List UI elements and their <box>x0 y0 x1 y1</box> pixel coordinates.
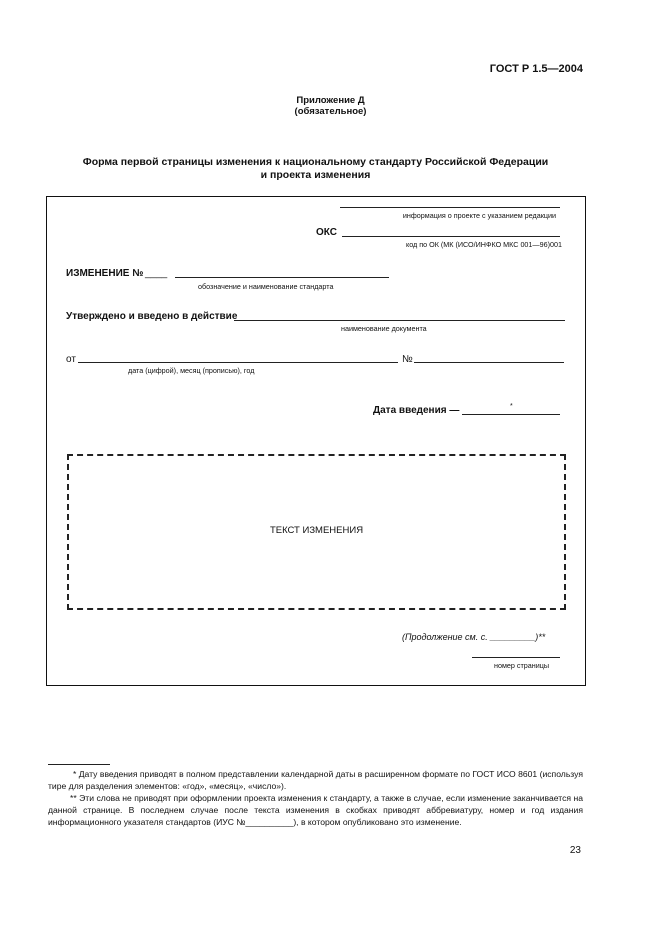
number-line[interactable] <box>414 362 564 363</box>
intro-date-line[interactable] <box>462 414 560 415</box>
approved-line[interactable] <box>234 320 565 321</box>
document-caption: наименование документа <box>341 324 427 333</box>
change-text-label: ТЕКСТ ИЗМЕНЕНИЯ <box>269 525 364 536</box>
change-label: ИЗМЕНЕНИЕ № <box>66 268 144 279</box>
oks-label: ОКС <box>316 227 337 238</box>
date-line[interactable] <box>78 362 398 363</box>
project-info-line[interactable] <box>340 207 560 208</box>
oks-line[interactable] <box>342 236 560 237</box>
intro-date-label: Дата введения — <box>373 405 460 416</box>
appendix-title: Приложение Д <box>296 95 365 106</box>
project-info-caption: информация о проекте с указанием редакции <box>402 211 556 220</box>
designation-line[interactable] <box>175 277 389 278</box>
change-number-field[interactable]: ____ <box>145 268 168 279</box>
footnote-1: * Дату введения приводят в полном представлении календарной даты в расширенном формате по ГОСТ ИСО 8601 (используя тире для разделения элементов: «год», «месяц», «число»). <box>48 769 583 791</box>
appendix-subtitle: (обязательное) <box>294 106 367 117</box>
continuation-text: (Продолжение см. с. _________)** <box>402 632 546 642</box>
footnote-2: ** Эти слова не приводят при оформлении проекта изменения к стандарту, а также в случае, если изменение заканчивается на данной странице. В последнем случае после текста изменения в скобках приводят аббревиатуру, номер и год издания информационного указателя стандартов (ИУС №__________), в котором опубликовано это изменение. <box>48 793 583 827</box>
approved-label: Утверждено и введено в действие <box>66 311 238 322</box>
designation-caption: обозначение и наименование стандарта <box>198 282 334 291</box>
number-label: № <box>402 354 413 365</box>
page-number-line[interactable] <box>472 657 560 658</box>
from-label: от <box>66 354 76 365</box>
intro-date-footnote-mark: * <box>510 403 513 410</box>
footnote-separator <box>48 764 110 765</box>
page-number-caption: номер страницы <box>494 661 550 670</box>
form-title-line2: и проекта изменения <box>260 169 371 181</box>
form-title-line1: Форма первой страницы изменения к национальному стандарту Российской Федерации <box>82 156 549 168</box>
date-caption: дата (цифрой), месяц (прописью), год <box>128 366 255 375</box>
document-code: ГОСТ Р 1.5—2004 <box>489 63 583 75</box>
oks-caption: код по ОК (МК (ИСО/ИНФКО МКС 001—96)001 <box>405 240 562 249</box>
page-number: 23 <box>569 845 581 856</box>
